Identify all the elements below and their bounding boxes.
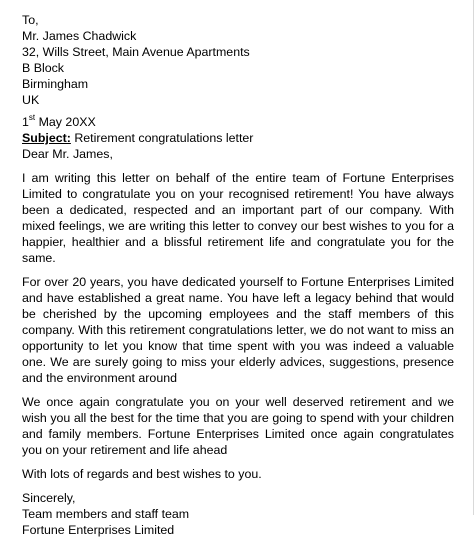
paragraph-4[interactable]: With lots of regards and best wishes to you. — [22, 467, 262, 481]
date-suffix: st — [28, 112, 36, 122]
subject-label: Subject: — [22, 131, 71, 145]
closing: Sincerely, — [22, 491, 76, 505]
signature-team: Team members and staff team — [22, 507, 190, 521]
paragraph-3[interactable]: We once again congratulate you on your well deserved retirement and we wish you all the best for the time that you are going to spend with your children and family members. Fortune Enterprises Limited once again congratulates you on your retirement and life ahead — [22, 395, 454, 457]
paragraph-2[interactable]: For over 20 years, you have dedicated yourself to Fortune Enterprises Limited and have established a great name. You have left a legacy behind that would be cherished by the upcoming employees and the staff members of this company. With this retirement congratulations letter, we do not want to miss an opportunity to let you know that time spent with you was indeed a valuable one. We are surely going to miss your elderly advices, suggestions, presence and the environment around — [22, 275, 454, 385]
date-day: 1 — [22, 115, 29, 129]
letter-body — [22, 12, 454, 538]
letter-date — [22, 114, 454, 130]
recipient-country: UK — [22, 93, 40, 107]
recipient-city: Birmingham — [22, 77, 89, 91]
to-label: To, — [22, 13, 39, 27]
recipient-name: Mr. James Chadwick — [22, 29, 137, 43]
recipient-street: 32, Wills Street, Main Avenue Apartments — [22, 45, 250, 59]
salutation: Dear Mr. James, — [22, 147, 113, 161]
signature-company: Fortune Enterprises Limited — [22, 523, 175, 537]
recipient-address — [22, 28, 454, 108]
subject-text: Retirement congratulations letter — [70, 131, 254, 145]
subject-line — [22, 130, 454, 146]
paragraph-1[interactable]: I am writing this letter on behalf of the entire team of Fortune Enterprises Limited to congratulate you on your recognised retirement! You have always been a dedicated, respected and an important part of our company. With mixed feelings, we are writing this letter to convey our best wishes to you for a happier, healthier and a blissful retirement life and congratulate you for the same. — [22, 171, 454, 265]
recipient-block: B Block — [22, 61, 65, 75]
date-rest: May 20XX — [35, 115, 96, 129]
